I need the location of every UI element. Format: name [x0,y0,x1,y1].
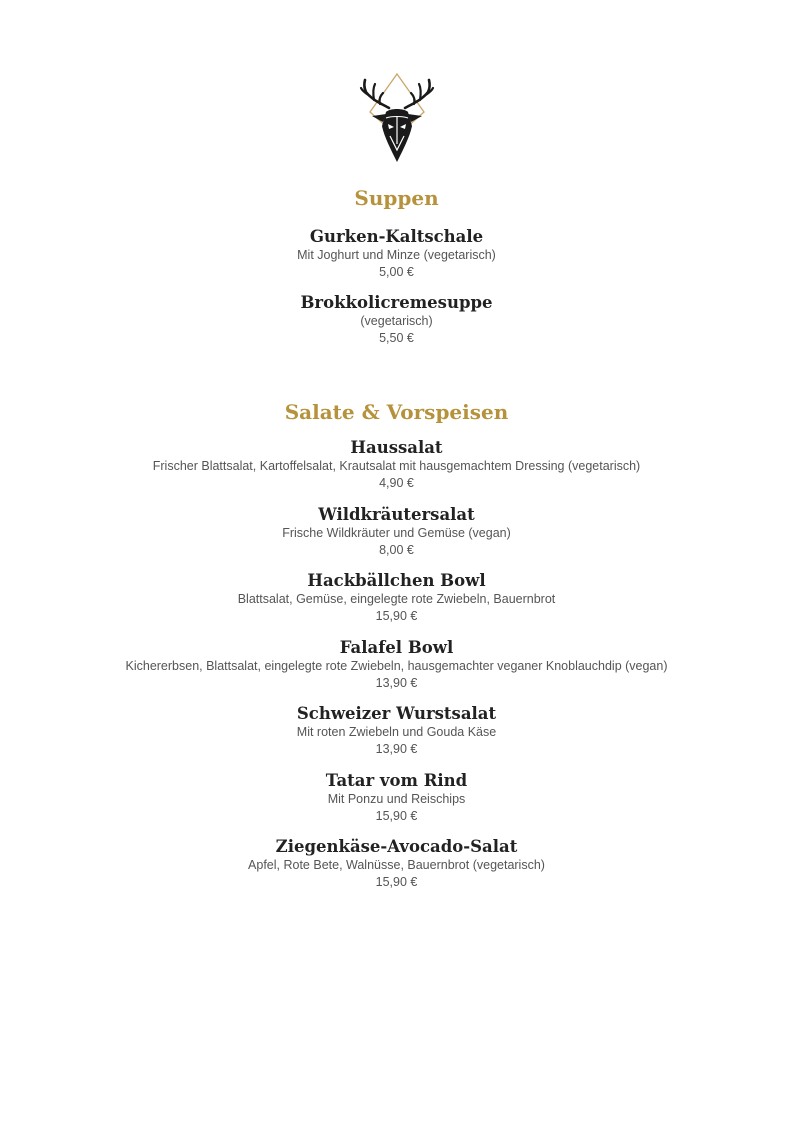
item-description: Frischer Blattsalat, Kartoffelsalat, Krautsalat mit hausgemachtem Dressing (vegetarisch) [152,459,641,473]
item-price: 4,90 € [379,476,414,490]
item-name: Brokkolicremesuppe [300,293,493,312]
menu-item [0,770,793,825]
menu-item [0,703,793,758]
item-description: Blattsalat, Gemüse, eingelegte rote Zwiebeln, Bauernbrot [237,592,556,606]
item-description: (vegetarisch) [360,314,433,328]
item-price: 15,90 € [375,875,418,889]
item-price: 13,90 € [375,742,418,756]
menu-item [0,504,793,559]
item-description: Frische Wildkräuter und Gemüse (vegan) [282,526,511,540]
stag-head-icon [358,70,436,170]
item-description: Apfel, Rote Bete, Walnüsse, Bauernbrot (vegetarisch) [248,858,545,872]
item-name: Haussalat [350,438,443,457]
item-name: Tatar vom Rind [325,771,468,790]
item-name: Gurken-Kaltschale [309,227,484,246]
menu-item [0,437,793,492]
item-name: Wildkräutersalat [318,505,475,524]
item-description: Mit Ponzu und Reischips [327,792,466,806]
item-price: 5,00 € [379,265,414,279]
item-description: Kichererbsen, Blattsalat, eingelegte rote Zwiebeln, hausgemachter veganer Knoblauchdip (vegan) [125,659,668,673]
item-price: 5,50 € [379,331,414,345]
item-price: 8,00 € [379,543,414,557]
section-title-suppen: Suppen [354,186,439,210]
item-description: Mit roten Zwiebeln und Gouda Käse [296,725,497,739]
item-price: 13,90 € [375,676,418,690]
item-name: Schweizer Wurstsalat [296,704,497,723]
menu-item [0,292,793,347]
item-name: Falafel Bowl [339,638,454,657]
item-description: Mit Joghurt und Minze (vegetarisch) [297,248,496,262]
item-name: Hackbällchen Bowl [307,571,486,590]
item-price: 15,90 € [375,609,418,623]
menu-item [0,226,793,281]
item-name: Ziegenkäse-Avocado-Salat [275,837,518,856]
section-title-salate-vorspeisen: Salate & Vorspeisen [284,400,509,424]
item-price: 15,90 € [375,809,418,823]
menu-item [0,570,793,625]
menu-item [0,836,793,891]
menu-item [0,637,793,692]
